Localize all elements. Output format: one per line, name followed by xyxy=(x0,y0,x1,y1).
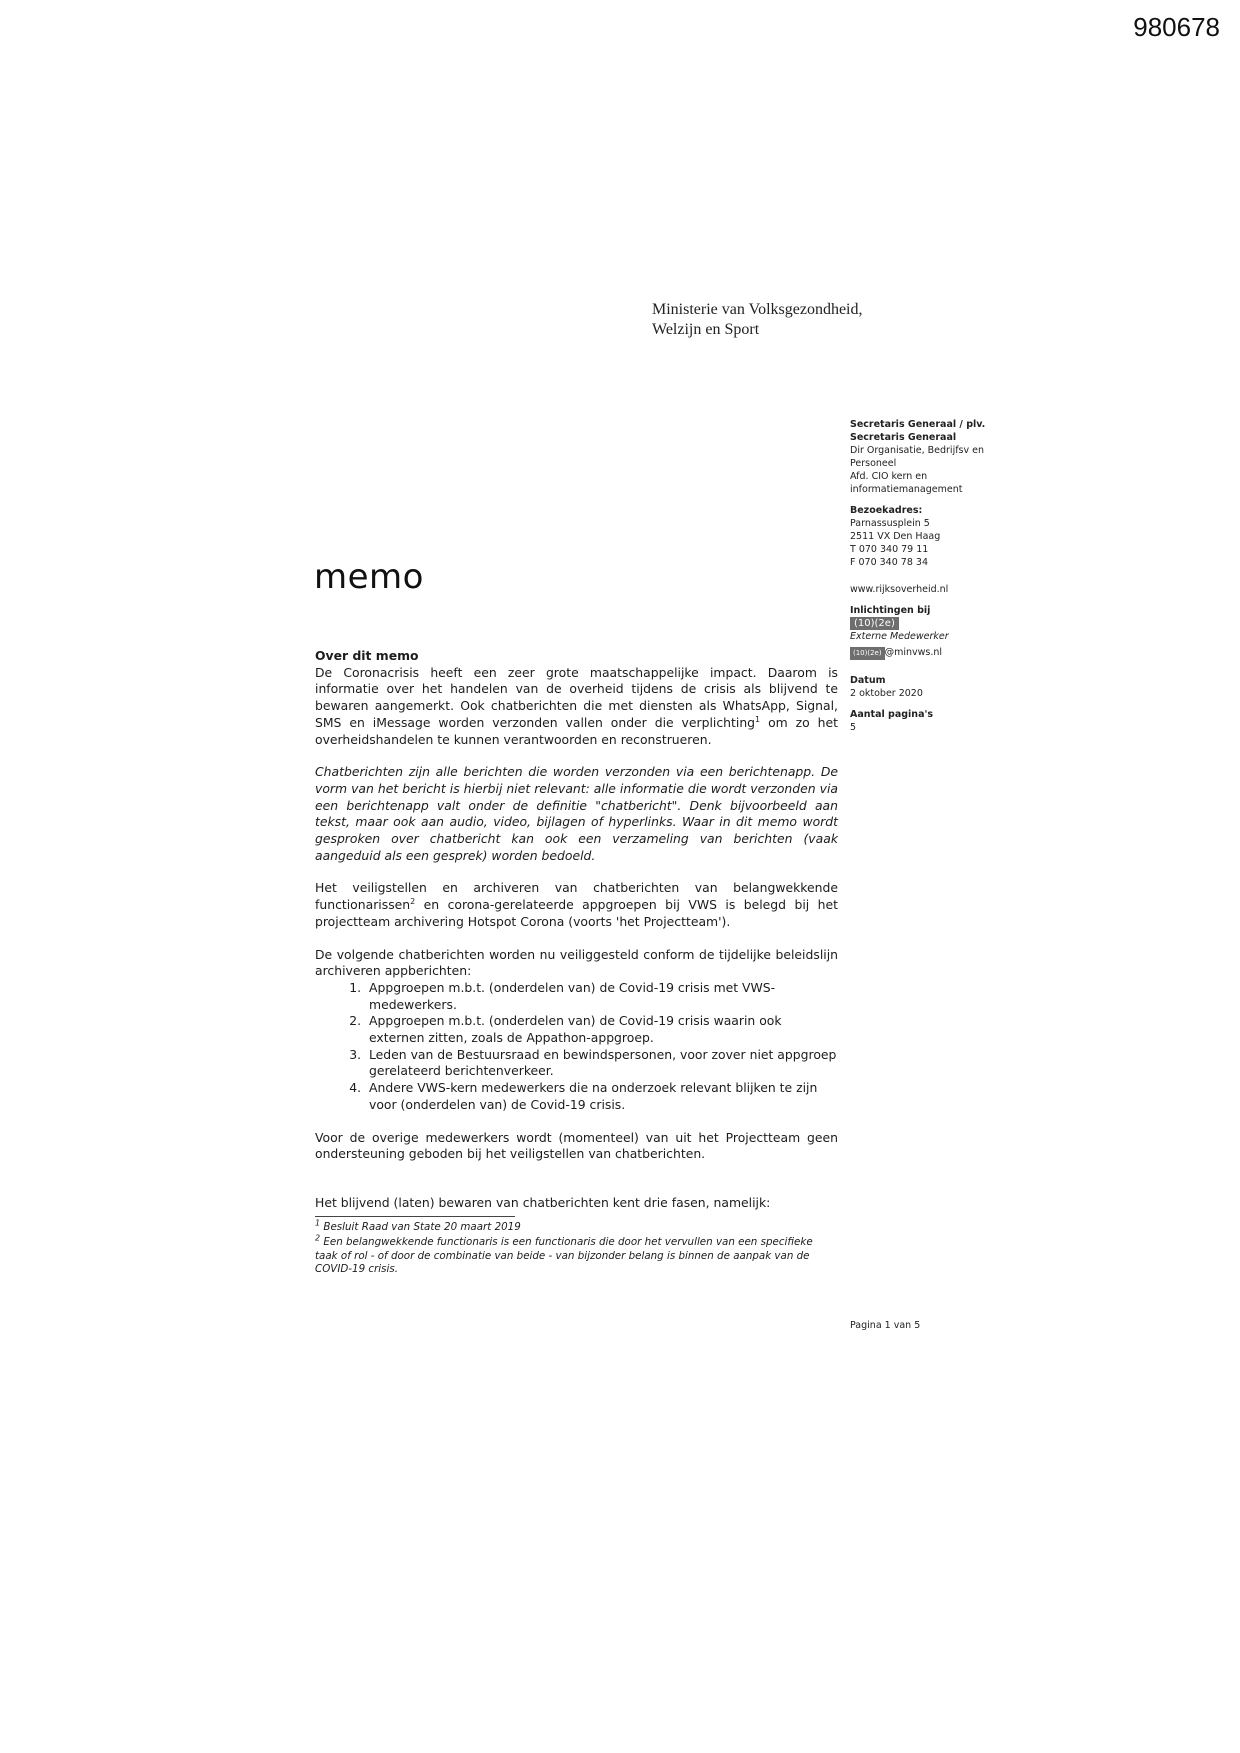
paragraph-phases: Het blijvend (laten) bewaren van chatberichten kent drie fasen, namelijk: xyxy=(315,1194,771,1210)
footnote-2-number: 2 xyxy=(315,1233,321,1243)
sidebar-org-3: Dir Organisatie, Bedrijfsv en xyxy=(850,445,985,456)
ministry-wordmark xyxy=(652,300,863,340)
redacted-name-row xyxy=(850,617,1000,630)
list-item: 2. Appgroepen m.b.t. (onderdelen van) de Covid-19 crisis waarin ook externen zitten, zoals de Appathon-appgroep. xyxy=(365,1013,838,1046)
footnote-divider xyxy=(315,1216,515,1217)
sidebar-org-4: Personeel xyxy=(850,458,897,469)
sidebar-org-6: informatiemanagement xyxy=(850,484,963,495)
phone-number: T 070 340 79 11 xyxy=(850,544,929,555)
paragraph-projectteam-text-b: en corona-gerelateerde appgroepen bij VWS is belegd bij het projectteam archivering Hotspot Corona (voorts 'het Projectteam'). xyxy=(315,897,838,929)
footnote-2 xyxy=(315,1233,838,1277)
footnote-ref-2[interactable]: 2 xyxy=(410,897,416,907)
ministry-line-1: Ministerie van Volksgezondheid, xyxy=(652,301,863,318)
footnote-1 xyxy=(315,1218,838,1235)
pages-label: Aantal pagina's xyxy=(850,709,934,720)
definition-quote: Chatberichten zijn alle berichten die worden verzonden via een berichtenapp. De vorm van het bericht is hierbij niet relevant: alle informatie die wordt verzonden via een berichtenapp valt onder de definitie "chatbericht". Denk bijvoorbeeld aan tekst, maar ook aan audio, video, bijlagen of hyperlinks. Waar in dit memo wordt gesproken over chatbericht kan ook een verzameling van berichten (vaak aangeduid als een gesprek) worden bedoeld. xyxy=(315,764,838,863)
paragraph-other-staff: Voor de overige medewerkers wordt (momenteel) van uit het Projectteam geen ondersteuning geboden bij het veiligstellen van chatberichten. xyxy=(315,1129,838,1162)
page-footer: Pagina 1 van 5 xyxy=(850,1320,921,1331)
paragraph-projectteam xyxy=(315,880,838,930)
document-number: 980678 xyxy=(1133,12,1220,42)
date-label: Datum xyxy=(850,675,886,686)
footnote-1-text: Besluit Raad van State 20 maart 2019 xyxy=(323,1220,521,1233)
sidebar-org-5: Afd. CIO kern en xyxy=(850,471,928,482)
chat-category-list xyxy=(315,980,838,1114)
paragraph-intro-text-b: om zo het overheidshandelen te kunnen verantwoorden en reconstrueren. xyxy=(315,714,838,747)
footnote-1-number: 1 xyxy=(315,1218,321,1228)
memo-body xyxy=(315,648,838,1279)
sidebar-contact-block xyxy=(850,418,1000,734)
list-item: 1. Appgroepen m.b.t. (onderdelen van) de Covid-19 crisis met VWS-medewerkers. xyxy=(365,980,838,1013)
paragraph-list-intro: De volgende chatberichten worden nu veiliggesteld conform de tijdelijke beleidslijn archiveren appberichten: xyxy=(315,946,838,979)
website-link[interactable]: www.rijksoverheid.nl xyxy=(850,584,949,595)
email-row xyxy=(850,646,1000,660)
list-item: 3. Leden van de Bestuursraad en bewindspersonen, voor zover niet appgroep gerelateerd berichtenverkeer. xyxy=(365,1047,838,1080)
redacted-name: (10)(2e) xyxy=(850,617,899,630)
contact-role: Externe Medewerker xyxy=(850,631,949,642)
section-heading: Over dit memo xyxy=(315,648,419,663)
paragraph-intro-text-a: De Coronacrisis heeft een zeer grote maatschappelijke impact. Daarom is informatie over het handelen van de overheid tijdens de crisis als blijvend te bewaren aangemerkt. Ook chatberichten die met diensten als WhatsApp, Signal, SMS en iMessage worden verzonden vallen onder die verplichting xyxy=(315,664,838,730)
address-line-2: 2511 VX Den Haag xyxy=(850,531,941,542)
sidebar-org-1: Secretaris Generaal / plv. xyxy=(850,419,986,430)
pages-value: 5 xyxy=(850,722,857,733)
paragraph-intro xyxy=(315,665,838,749)
date-value: 2 oktober 2020 xyxy=(850,688,923,699)
memo-title: memo xyxy=(314,557,424,597)
footnote-ref-1[interactable]: 1 xyxy=(755,714,761,724)
footnotes xyxy=(315,1218,838,1277)
paragraph-projectteam-text-a: Het veiligstellen en archiveren van chatberichten van belangwekkende functionarissen xyxy=(315,880,838,913)
fax-number: F 070 340 78 34 xyxy=(850,557,928,568)
footnote-2-text: Een belangwekkende functionaris is een functionaris die door het vervullen van een specifieke taak of rol - of door de combinatie van beide - van bijzonder belang is binnen de aanpak van de COVID-19 crisis. xyxy=(315,1236,813,1276)
visit-address-label: Bezoekadres: xyxy=(850,505,923,516)
list-item: 4. Andere VWS-kern medewerkers die na onderzoek relevant blijken te zijn voor (onderdelen van) de Covid-19 crisis. xyxy=(365,1080,838,1113)
address-line-1: Parnassusplein 5 xyxy=(850,518,930,529)
ministry-line-2: Welzijn en Sport xyxy=(652,321,760,338)
contact-label: Inlichtingen bij xyxy=(850,605,931,616)
sidebar-org-2: Secretaris Generaal xyxy=(850,432,957,443)
email-domain[interactable]: @minvws.nl xyxy=(884,647,943,658)
redacted-email: (10)(2e) xyxy=(850,647,885,660)
